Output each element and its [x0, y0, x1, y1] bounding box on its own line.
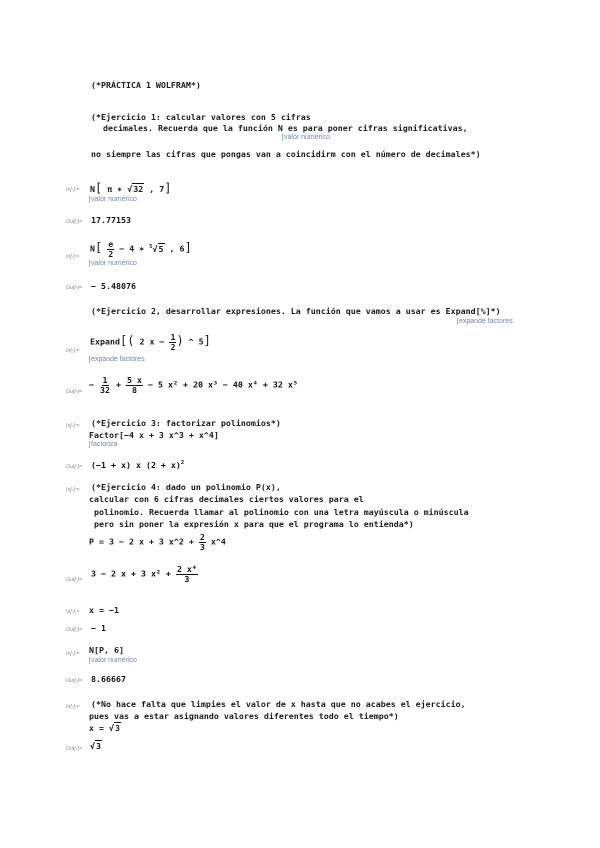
out-label-7: Out[-]=: [66, 678, 83, 684]
ex5-line1: (*No hace falta que limpies el valor de x hasta que no acabes el ejercicio,: [91, 699, 466, 709]
in-label-7: In[-]:=: [66, 651, 80, 657]
ex5-output: [90, 741, 102, 751]
ex4-def-den: 3: [199, 541, 205, 552]
ex2-hint[interactable]: expande factores: [459, 318, 513, 325]
cell3-out-num2: 5 x: [127, 375, 142, 385]
cell3-out-den2: 8: [132, 384, 137, 395]
ex4-out-num: 2 x⁴: [176, 564, 197, 574]
cell1-tail: , 7: [149, 184, 165, 194]
cell3-out-frac1: [99, 376, 111, 394]
ex4-out-pre: 3 − 2 x + 3 x² +: [91, 568, 171, 579]
in-label-8: In[-]:=: [66, 704, 80, 710]
in-label-2: In[-]:=: [66, 254, 80, 260]
cell1-output: 17.77153: [91, 215, 131, 225]
cell2-den: 2: [108, 248, 114, 259]
cell1-pi: π ∗: [107, 184, 123, 194]
cell3-head: Expand: [90, 336, 120, 347]
ex3-hint[interactable]: factoriza: [91, 441, 118, 448]
out-label-3: Out[-]=: [66, 389, 83, 395]
cell1-head: N: [90, 184, 95, 194]
cell3-out-plus: +: [116, 379, 121, 390]
ex5-radicand: 3: [115, 723, 120, 733]
ex4-out-frac: [176, 565, 198, 583]
out-label-2: Out[-]=: [66, 285, 83, 291]
ex4-def-frac: [199, 533, 206, 551]
bracket-close: ]: [164, 181, 172, 195]
nth-root-icon: $^5$√5: [149, 243, 164, 254]
ex1-hint[interactable]: valor numérico: [284, 134, 330, 141]
ex5-line2: pues vas a estar asignando valores diferentes todo el tiempo*): [89, 711, 399, 721]
ex4-line4: pero sin poner la expresión x para que el programa lo entienda*): [94, 519, 414, 529]
ex5-output-radicand: 3: [96, 741, 101, 751]
ex4-def-pre: P = 3 − 2 x + 3 x^2 +: [89, 536, 194, 547]
notebook-title: (*PRÁCTICA 1 WOLFRAM*): [91, 80, 201, 90]
ex5-input-pre: x =: [89, 723, 104, 733]
in-label-5: In[-]:=: [66, 487, 80, 493]
cell6-input[interactable]: N[P, 6]: [89, 645, 124, 655]
cell3-out-num1: 1: [102, 375, 108, 385]
ex4-line3: polinomio. Recuerda llamar al polinomio con una letra mayúscula o minúscula: [94, 507, 469, 517]
out-label-4: Out[-]=: [66, 464, 83, 470]
ex4-line1: (*Ejercicio 4: dado un polinomio P(x),: [91, 482, 281, 492]
ex1-comment-line2: decimales. Recuerda que la función N es para poner cifras significativas,: [103, 123, 468, 133]
cell3-den: 2: [170, 341, 176, 352]
cell3-out-rest: − 5 x² + 20 x³ − 40 x⁴ + 32 x⁵: [148, 379, 298, 390]
cell1-hint[interactable]: valor numérico: [91, 196, 137, 203]
cell3-num: 1: [170, 332, 176, 342]
cell2-radicand: 5: [158, 243, 164, 254]
in-label-6: In[-]:=: [66, 609, 80, 615]
cell3-out-frac2: [126, 376, 143, 394]
bracket-open: [: [119, 333, 128, 348]
cell2-root-index: 5: [149, 243, 153, 250]
cell3-out-den1: 32: [100, 384, 110, 395]
ex4-def-num: 2: [199, 532, 205, 542]
in-label-3: In[-]:=: [66, 348, 80, 354]
cell5-output: − 1: [91, 623, 106, 633]
ex4-def-post: x^4: [210, 536, 226, 547]
ex4-out-den: 3: [184, 573, 190, 584]
out-label-1: Out[-]=: [66, 219, 83, 225]
sqrt-icon: √32: [127, 184, 144, 194]
ex3-output: [91, 460, 184, 470]
ex4-output: [91, 565, 198, 583]
paren-close: ): [176, 333, 184, 348]
cell2-num: e: [108, 239, 114, 249]
cell3-hint[interactable]: expande factores: [91, 356, 145, 363]
ex2-comment: (*Ejercicio 2, desarrollar expresiones. La función que vamos a usar es Expand[%]*): [91, 306, 501, 316]
ex3-output-text: (−1 + x) x (2 + x): [91, 460, 181, 470]
ex4-line2: calcular con 6 cifras decimales ciertos valores para el: [89, 494, 364, 504]
cell2-input[interactable]: [90, 240, 192, 258]
ex3-comment: (*Ejercicio 3: factorizar polinomios*): [91, 418, 281, 428]
out-label-6: Out[-]=: [66, 627, 83, 633]
cell2-tail: , 6: [169, 243, 185, 254]
cell2-fraction: [107, 240, 114, 258]
bracket-open: [: [95, 240, 103, 255]
cell3-out-sign: −: [89, 379, 94, 390]
cell1-input[interactable]: [90, 181, 171, 195]
ex1-comment-line3: no siempre las cifras que pongas van a coincidirm con el número de decimales*): [91, 149, 481, 159]
cell5-input[interactable]: x = −1: [89, 605, 119, 615]
cell2-mid: − 4 ∗: [119, 243, 145, 254]
bracket-close: ]: [184, 240, 192, 255]
ex5-input[interactable]: [89, 723, 121, 733]
cell3-input[interactable]: [90, 333, 211, 351]
cell2-hint[interactable]: valor numérico: [91, 260, 137, 267]
cell3-inner: 2 x −: [139, 336, 165, 347]
sqrt-icon: √3: [90, 741, 101, 751]
bracket-close: ]: [203, 333, 211, 348]
paren-open: (: [127, 333, 135, 348]
out-label-5: Out[-]=: [66, 577, 83, 583]
cell3-output: [89, 376, 298, 394]
ex3-code[interactable]: Factor[−4 x + 3 x^3 + x^4]: [89, 430, 219, 440]
cell2-output: − 5.48076: [91, 281, 136, 291]
in-label-1: In[-]:=: [66, 187, 80, 193]
cell6-hint[interactable]: valor numérico: [91, 657, 137, 664]
cell6-output: 8.66667: [91, 674, 126, 684]
bracket-open: [: [95, 181, 103, 195]
out-label-8: Out[-]=: [66, 746, 83, 752]
cell3-power: ^ 5: [188, 336, 204, 347]
ex1-comment-line1: (*Ejercicio 1: calcular valores con 5 cifras: [91, 112, 311, 122]
ex3-output-exp: 2: [180, 460, 185, 467]
in-label-4: In[-]:=: [66, 423, 80, 429]
cell1-radicand: 32: [133, 184, 144, 194]
cell2-head: N: [90, 243, 95, 254]
sqrt-icon: √3: [109, 723, 120, 733]
ex4-definition[interactable]: [89, 533, 226, 551]
